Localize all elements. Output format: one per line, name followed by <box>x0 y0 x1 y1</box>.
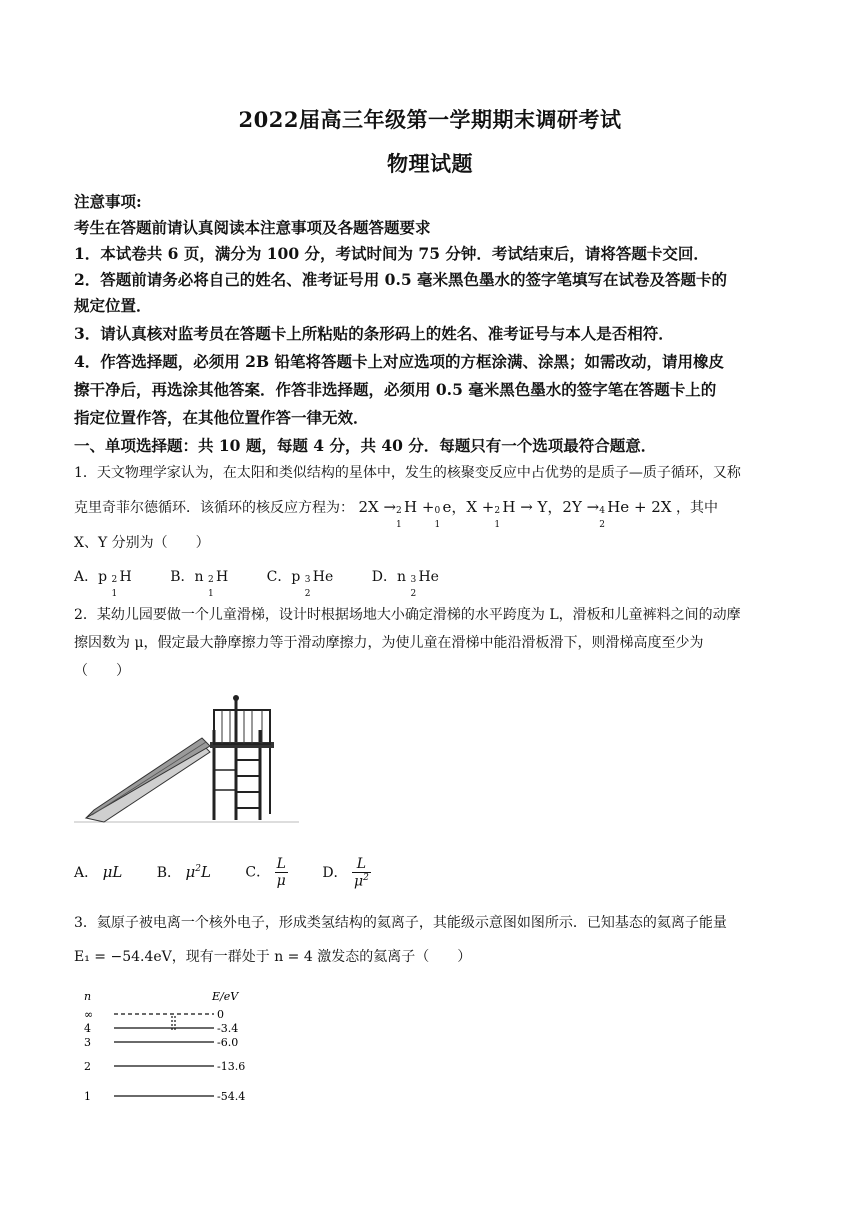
energy-level-value-2: -13.6 <box>217 1060 246 1073</box>
notice-item-4a: 4．作答选择题，必须用 2B 铅笔将答题卡上对应选项的方框涂满、涂黑；如需改动，请用橡皮 <box>74 352 724 371</box>
q2-option-a[interactable]: A． μL <box>74 862 123 881</box>
q2-option-b[interactable]: B． $\mu^2L$ <box>156 862 211 881</box>
q1-line-1: 1．天文物理学家认为，在太阳和类似结构的星体中，发生的核聚变反应中占优势的是质子—质子循环，又称 <box>74 465 741 481</box>
n-axis-label: n <box>84 990 92 1003</box>
notice-item-1: 1．本试卷共 6 页，满分为 100 分，考试时间为 75 分钟．考试结束后，请将答题卡交回． <box>74 244 709 263</box>
energy-level-n-3: 3 <box>84 1036 91 1049</box>
exam-title: 2022届高三年级第一学期期末调研考试 <box>238 107 622 132</box>
energy-level-n-4: 4 <box>84 1022 91 1035</box>
energy-level-n-∞: ∞ <box>84 1008 94 1021</box>
notice-item-2b: 规定位置． <box>74 296 152 315</box>
energy-axis-label: E/eV <box>212 990 239 1003</box>
q2-line-2: 擦因数为 μ，假定最大静摩擦力等于滑动摩擦力，为使儿童在滑梯中能沿滑板滑下，则滑梯高度至少为 <box>74 635 704 651</box>
q1-line-2-end: ，其中 <box>675 500 718 516</box>
q1-line-2 <box>74 496 786 530</box>
q1-line-2-text: 克里奇菲尔德循环．该循环的核反应方程为： <box>74 500 354 516</box>
q1-options <box>74 566 473 599</box>
notice-item-4c: 指定位置作答，在其他位置作答一律无效． <box>74 408 369 427</box>
q3-line-2: E₁ = −54.4eV，现有一群处于 n = 4 激发态的氦离子（ ） <box>74 949 472 965</box>
q1-line-3: X、Y 分别为（ ） <box>74 535 210 551</box>
notice-item-3: 3．请认真核对监考员在答题卡上所粘贴的条形码上的姓名、准考证号与本人是否相符． <box>74 324 674 343</box>
q1-option-b[interactable]: B．n 2 1 H <box>170 569 229 599</box>
exam-subject: 物理试题 <box>387 151 473 176</box>
notice-item-2a: 2．答题前请务必将自己的姓名、准考证号用 0.5 毫米黑色墨水的签字笔填写在试卷及答题卡的 <box>74 270 728 289</box>
energy-level-n-2: 2 <box>84 1060 91 1073</box>
notice-intro: 考生在答题前请认真阅读本注意事项及各题答题要求 <box>74 218 431 237</box>
notice-heading: 注意事项: <box>74 192 142 211</box>
energy-level-n-1: 1 <box>84 1090 91 1103</box>
q1-option-d[interactable]: D．n 3 2 He <box>371 569 439 599</box>
energy-level-value-4: -3.4 <box>217 1022 239 1035</box>
energy-level-diagram <box>76 984 266 1108</box>
energy-level-value-∞: 0 <box>217 1008 224 1021</box>
q2-line-1: 2．某幼儿园要做一个儿童滑梯，设计时根据场地大小确定滑梯的水平跨度为 L，滑板和儿童裤料之间的动摩 <box>74 607 741 623</box>
notice-item-4b: 擦干净后，再选涂其他答案．作答非选择题，必须用 0.5 毫米黑色墨水的签字笔在答题卡上的 <box>74 380 717 399</box>
q1-option-c[interactable]: C．p 3 2 He <box>266 569 334 599</box>
q3-line-1: 3．氦原子被电离一个核外电子，形成类氢结构的氦离子，其能级示意图如图所示．已知基态的氦离子能量 <box>74 915 727 931</box>
q1-option-a[interactable]: A．p 2 1 H <box>74 569 132 599</box>
q2-option-c[interactable]: C． $\frac{L}{\mu}$ <box>245 856 286 890</box>
q2-options <box>74 856 405 890</box>
q2-option-d[interactable]: D． $\frac{L}{\mu^2}$ <box>322 856 369 890</box>
energy-level-value-1: -54.4 <box>217 1090 246 1103</box>
slide-illustration <box>74 690 304 830</box>
q1-equation: 2X → 2 1 H + 0 1 e，X + 2 1 H → Y，2Y → 4 2 He + 2X <box>358 498 672 530</box>
energy-level-value-3: -6.0 <box>217 1036 239 1049</box>
section-heading: 一、单项选择题：共 10 题，每题 4 分，共 40 分．每题只有一个选项最符合题意． <box>74 436 657 455</box>
q2-line-3: （ ） <box>74 663 130 679</box>
